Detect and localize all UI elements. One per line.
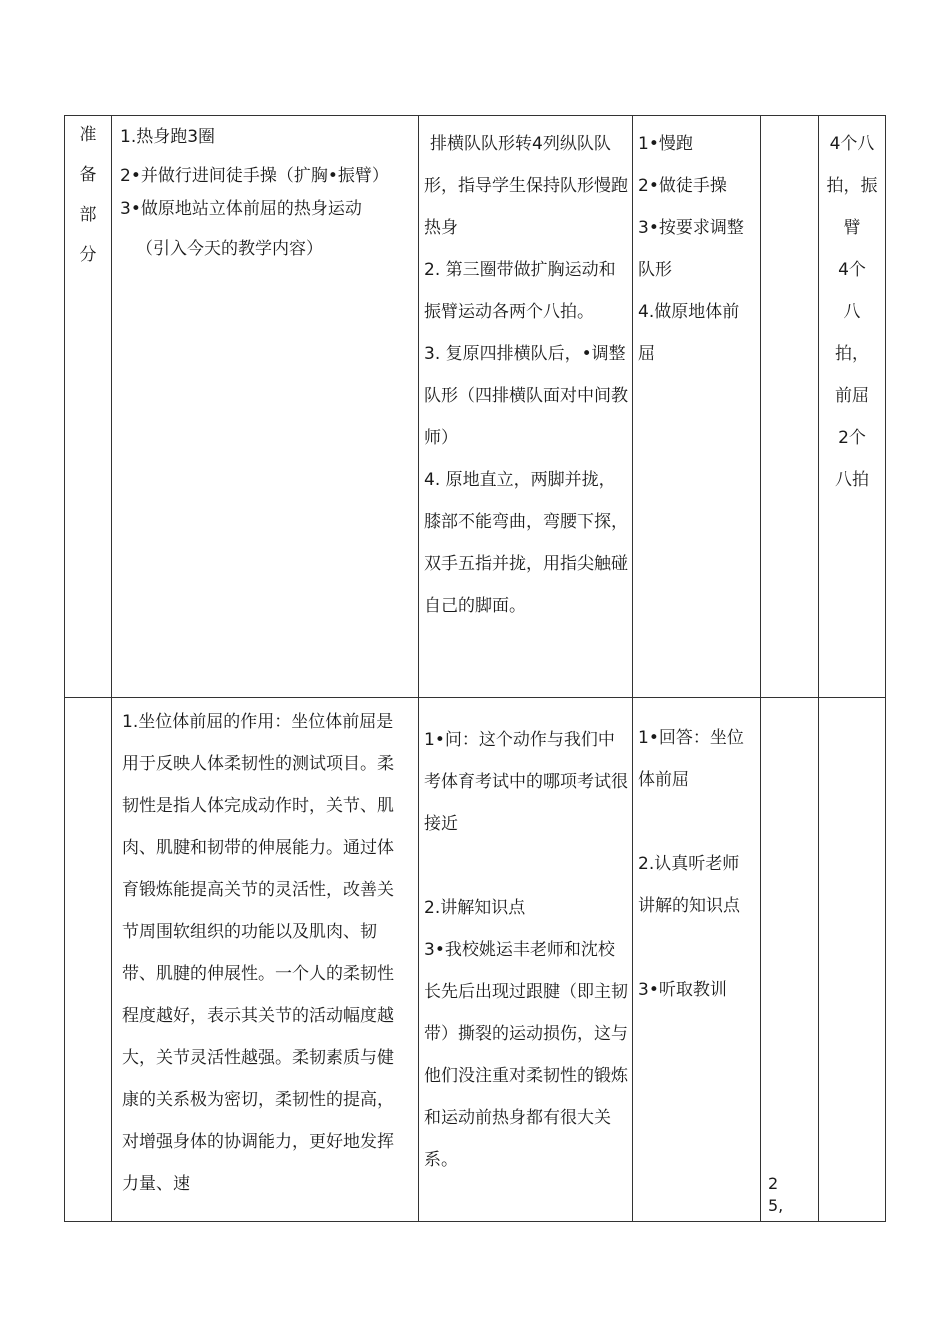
- teacher-activity-text: 1•问：这个动作与我们中考体育考试中的哪项考试很接近 2.讲解知识点 3•我校姚运丰老师和沈校长先后出现过跟腱（即主韧带）撕裂的运动损伤，这与他们没注重对柔韧性的锻炼和运动前热身都有很大关系。: [424, 730, 628, 1170]
- content-line: 2•并做行进间徒手操（扩胸•振臂）: [120, 166, 389, 186]
- row-divider: [64, 697, 886, 698]
- table-right-border: [885, 115, 886, 1222]
- section-label-cell: [68, 705, 108, 1215]
- student-activity-text: 1•慢跑 2•做徒手操 3•按要求调整队形 4.做原地体前屈: [638, 134, 744, 364]
- teacher-activity-cell: [424, 123, 628, 697]
- table-bottom-border: [64, 1221, 886, 1222]
- content-text: 1.坐位体前屈的作用：坐位体前屈是用于反映人体柔韧性的测试项目。柔韧性是指人体完成动作时，关节、肌肉、肌腱和韧带的伸展能力。通过体育锻炼能提高关节的灵活性，改善关节周围软组织的功能以及肌肉、韧带、肌腱的伸展性。一个人的柔韧性程度越好，表示其关节的活动幅度越大，关节灵活性越强。柔韧素质与健康的关系极为密切，柔韧性的提高，对增强身体的协调能力，更好地发挥力量、速: [122, 712, 394, 1194]
- column-divider: [632, 115, 633, 1222]
- content-line: 1.热身跑3圈: [120, 127, 216, 147]
- section-label-cell: [68, 115, 108, 315]
- count-cell: [822, 123, 882, 693]
- count-cell: [822, 715, 882, 1215]
- lesson-plan-table: [64, 115, 886, 1222]
- teacher-activity-cell: [424, 719, 628, 1219]
- student-activity-cell: [638, 123, 756, 693]
- table-top-border: [64, 115, 886, 116]
- section-label: 准 备 部 分: [79, 125, 97, 265]
- content-cell: [122, 701, 410, 1221]
- content-line: （引入今天的教学内容）: [136, 239, 323, 259]
- time-cell: [764, 123, 814, 693]
- teacher-activity-text: 排横队队形转4列纵队队形，指导学生保持队形慢跑热身 2. 第三圈带做扩胸运动和振臂运动各两个八拍。 3. 复原四排横队后，•调整队形（四排横队面对中间教师） 4. 原地直立，两脚并拢，膝部不能弯曲，弯腰下探，双手五指并拢，用指尖触碰自己的脚面。: [424, 134, 628, 616]
- table-left-border: [64, 115, 65, 1222]
- column-divider: [418, 115, 419, 1222]
- count-text: 4个八拍，振臂 4个 八 拍， 前屈 2个 八拍: [826, 134, 878, 490]
- column-divider: [760, 115, 761, 1222]
- time-cell: [768, 1173, 816, 1219]
- column-divider: [818, 115, 819, 1222]
- content-cell: [120, 117, 412, 695]
- content-line: 3•做原地站立体前屈的热身运动: [120, 199, 362, 219]
- column-divider: [111, 115, 112, 1222]
- student-activity-text: 1•回答：坐位体前屈 2.认真听老师讲解的知识点 3•听取教训: [638, 728, 744, 1000]
- student-activity-cell: [638, 717, 756, 1217]
- time-text: 2 5,: [768, 1174, 784, 1215]
